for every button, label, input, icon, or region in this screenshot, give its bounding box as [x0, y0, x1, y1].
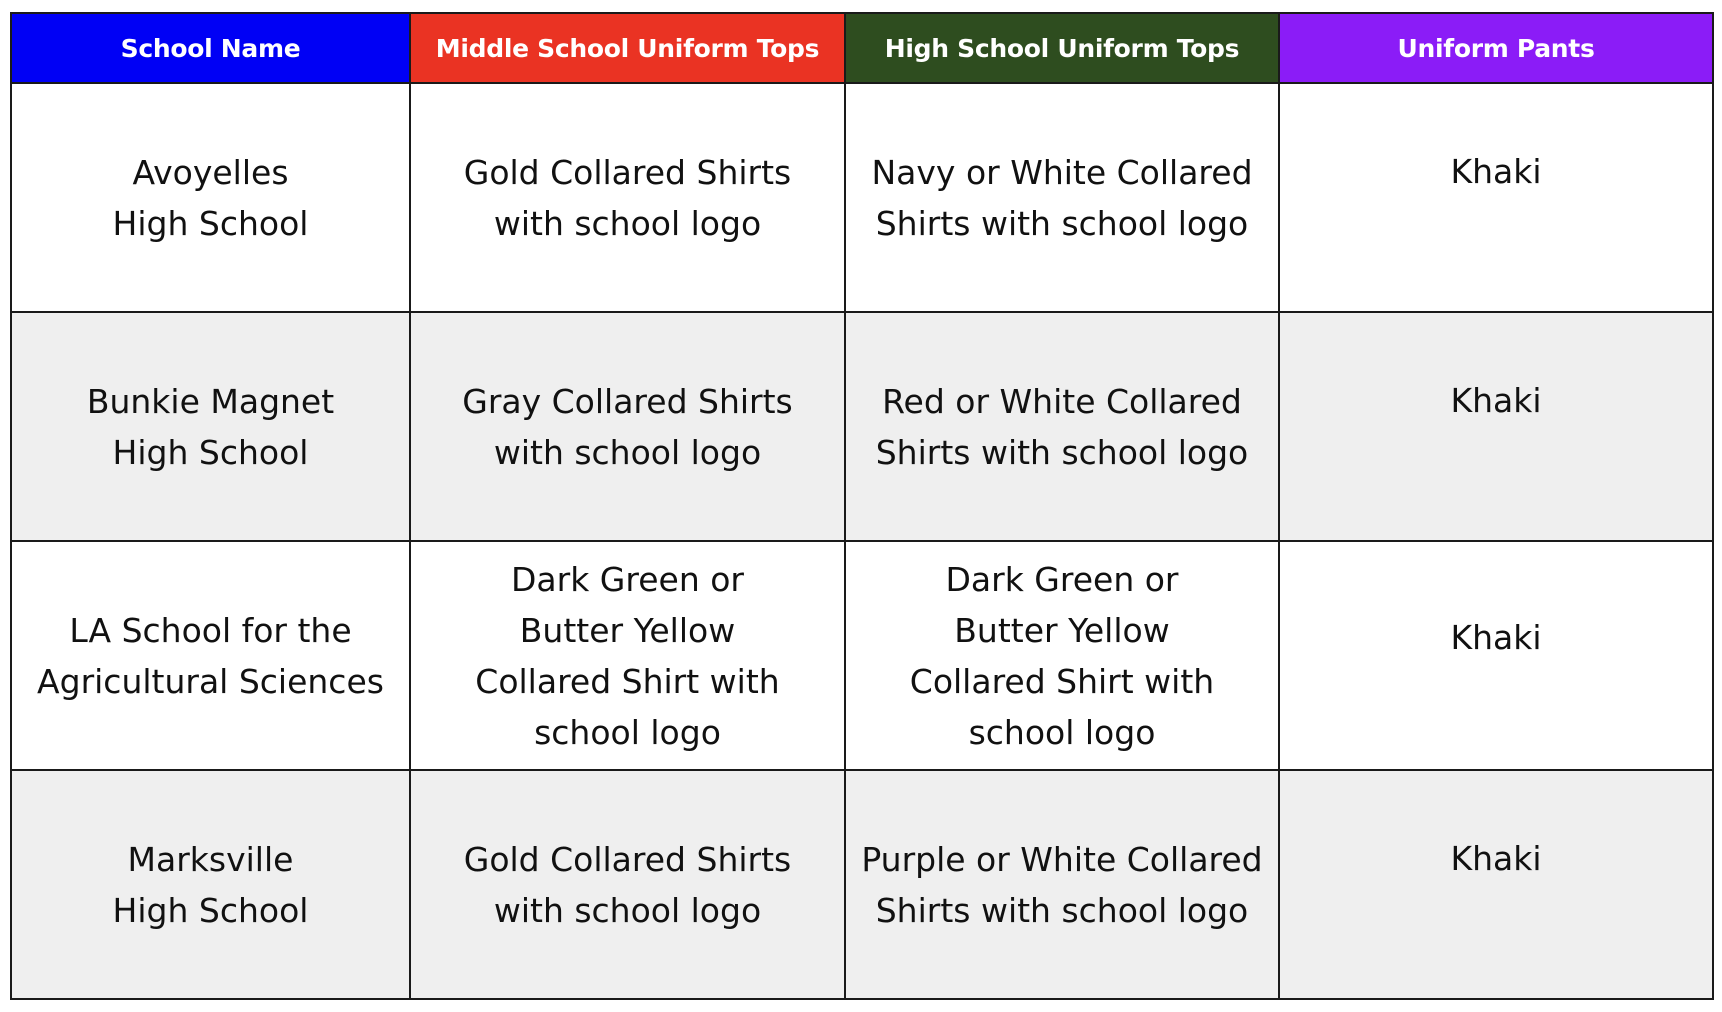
table-row	[11, 770, 1713, 999]
middle-tops-cell: Dark Green or Butter Yellow Collared Shirt with school logo	[410, 541, 845, 770]
table-row	[11, 83, 1713, 312]
pants-cell: Khaki	[1279, 312, 1713, 541]
header-middle-school-tops: Middle School Uniform Tops	[410, 13, 845, 83]
school-name-cell: Avoyelles High School	[11, 83, 410, 312]
middle-tops-cell: Gray Collared Shirts with school logo	[410, 312, 845, 541]
middle-tops-cell: Gold Collared Shirts with school logo	[410, 770, 845, 999]
high-tops-cell: Red or White Collared Shirts with school logo	[845, 312, 1279, 541]
table-row	[11, 541, 1713, 770]
school-name-cell: Bunkie Magnet High School	[11, 312, 410, 541]
middle-tops-cell: Gold Collared Shirts with school logo	[410, 83, 845, 312]
header-row	[11, 13, 1713, 83]
high-tops-cell: Purple or White Collared Shirts with school logo	[845, 770, 1279, 999]
pants-cell: Khaki	[1279, 770, 1713, 999]
school-name-cell: LA School for the Agricultural Sciences	[11, 541, 410, 770]
header-school-name: School Name	[11, 13, 410, 83]
header-uniform-pants: Uniform Pants	[1279, 13, 1713, 83]
uniform-table	[10, 12, 1714, 1000]
high-tops-cell: Navy or White Collared Shirts with school logo	[845, 83, 1279, 312]
school-name-cell: Marksville High School	[11, 770, 410, 999]
header-high-school-tops: High School Uniform Tops	[845, 13, 1279, 83]
pants-cell: Khaki	[1279, 83, 1713, 312]
table-row	[11, 312, 1713, 541]
high-tops-cell: Dark Green or Butter Yellow Collared Shirt with school logo	[845, 541, 1279, 770]
pants-cell: Khaki	[1279, 541, 1713, 770]
